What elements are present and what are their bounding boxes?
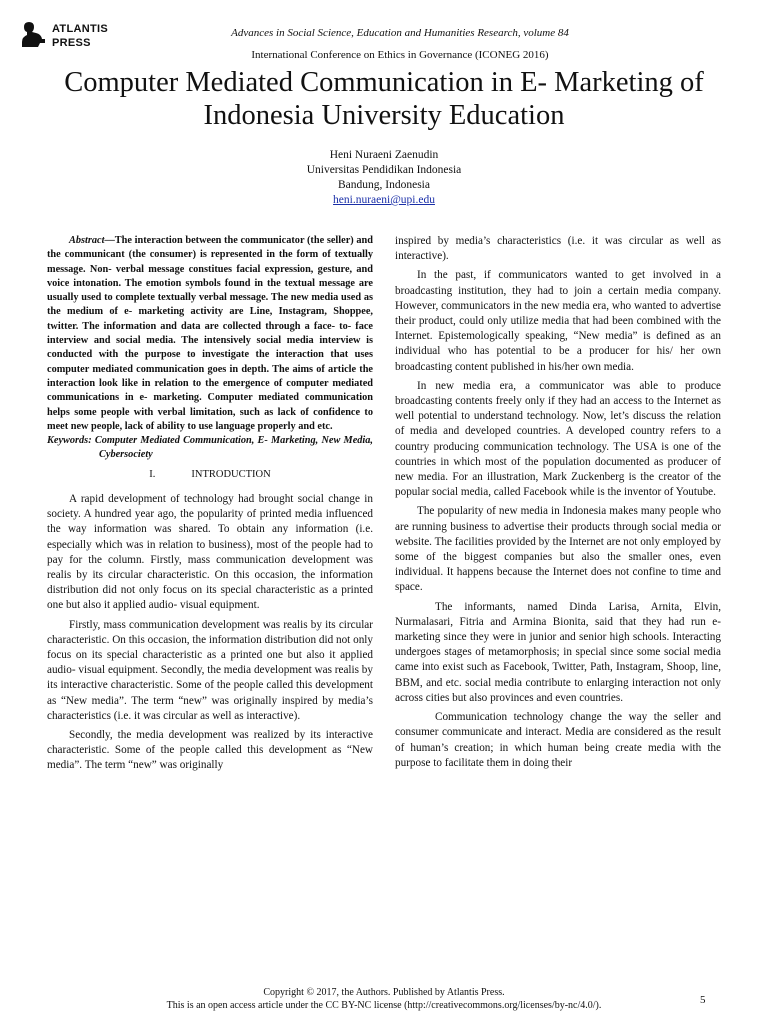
author-block <box>200 148 568 208</box>
right-column <box>395 234 721 775</box>
section-title: INTRODUCTION <box>191 468 271 480</box>
paper-title: Computer Mediated Communication in E- Marketing of Indonesia University Education <box>64 67 704 131</box>
footer-copyright: Copyright © 2017, the Authors. Published by Atlantis Press. <box>263 987 505 998</box>
body-paragraph: Communication technology change the way the seller and consumer communicate and interact. Media are considered as the result of human’s creation; in which human being create media with the purpose to facilitate them in doing their <box>395 711 721 769</box>
body-paragraph: A rapid development of technology had brought social change in society. A hundred year ago, the popularity of printed media influenced the way information was shared. To obtain any information (i.e. especially which was in relation to business), most of the people had to pay for the column. Firstly, mass communication development was realis by its circular characteristic. On this occasion, the information distribution did not only focus on its special characteristic as a printed one but also it applied audio- visual equipment. <box>47 492 373 612</box>
body-paragraph: In the past, if communicators wanted to get involved in a broadcasting institution, they had to join a certain media company. However, communicators in the new media era, who wanted to advertise their product, could only utilize media that had been combined with the Internet. Epistemologically speaking, “New media” is defined as an individual who has potential to be a producer for his/ her own broadcasting content published in his/her own media. <box>395 269 721 373</box>
body-paragraph: In new media era, a communicator was able to produce broadcasting contents freely only if they had an access to the Internet as well potential to understand technology. Now, let’s discuss the relation of media and developed countries. A developed country refers to a country producing communication technology. The USA is one of the countries in which most of the population documented as producer of new media. For an illustration, Mark Zuckenberg is the creator of the popular social media, called Facebook while is the inventor of Youtube. <box>395 379 721 499</box>
footer-license: This is an open access article under the CC BY-NC license (http://creativecommons.org/licenses/by-nc/4.0/). <box>166 1000 602 1011</box>
page-number: 5 <box>700 994 706 1006</box>
author-location: Bandung, Indonesia <box>338 179 430 191</box>
logo-line2: PRESS <box>52 37 91 49</box>
body-paragraph: Secondly, the media development was realized by its interactive characteristic. Some of the people called this development as “New media”. The term “new” was originally <box>47 729 373 772</box>
abstract-text: The interaction between the communicator (the seller) and the communicant (the consumer) is represented in the form of textually message. Non- verbal message constitues facial expression, gesture, and voice intonation. The emotion symbols found in the textual message are usually used to complete textually verbal message. The new media used as the medium of e- marketing activity are Line, Instagram, Shoppee, twitter. The information and data are collected through a face- to- face interview and social media. The intensively social media interview is conducted with the purpose to investigate the interaction that uses computer mediated communication goes in depth. The aims of article the interaction look like in relation to the emergence of computer mediated communications in e- marketing. Computer mediated communication helps some people with verbal limitation, such as lack of confidence to meet new people, lack of ability to use language properly and etc. <box>47 235 373 432</box>
keywords: Keywords: Computer Mediated Communication, E- Marketing, New Media, Cybersociety <box>47 435 373 461</box>
body-paragraph: The popularity of new media in Indonesia makes many people who are running business to advertise their products through social media or website. The facilities provided by the Internet are not only employed by some of the biggest companies but also the smaller ones, even individual. It happens because the Internet does not confine to time and space. <box>395 505 721 594</box>
author-affiliation: Universitas Pendidikan Indonesia <box>306 164 462 176</box>
body-paragraph: Firstly, mass communication development was realis by its circular characteristic. On this occasion, the information distribution did not only focus on its special characteristic as a printed one but also it applied audio- visual equipment. Secondly, the media development was realis by its interactive characteristic. Some of the people called this development as “New media”. The term “new” was originally inspired by media’s characteristics (i.e. it was circular as well as interactive). <box>47 618 373 722</box>
logo-line1: ATLANTIS <box>52 23 108 35</box>
body-paragraph: inspired by media’s characteristics (i.e. it was circular as well as interactive). <box>395 235 721 263</box>
running-header-conference: International Conference on Ethics in Governance (ICONEG 2016) <box>251 49 549 61</box>
running-header-series: Advances in Social Science, Education and Humanities Research, volume 84 <box>231 27 569 39</box>
author-name: Heni Nuraeni Zaenudin <box>329 149 439 161</box>
abstract-dash: — <box>104 235 115 246</box>
left-column <box>47 234 373 778</box>
author-email-link[interactable]: heni.nuraeni@upi.edu <box>333 194 435 206</box>
logo-wordmark <box>52 22 108 50</box>
abstract <box>47 234 373 434</box>
abstract-label: Abstract <box>69 235 105 246</box>
section-number: I. <box>149 468 156 480</box>
atlantis-press-logo <box>18 20 118 60</box>
thinker-logo-icon <box>18 20 50 48</box>
page-footer <box>60 986 708 1012</box>
section-heading <box>47 467 373 482</box>
body-paragraph: The informants, named Dinda Larisa, Arnita, Elvin, Nurmalasari, Fitria and Armina Bionita, said that they had run e-marketing since they were in junior and senior high schools. Interacting undergoes stages of metamorphosis; in special since some social media came into exist such as Facebook, Twitter, Path, Instagram, Shoop, line, BBM, and etc. social media contribute to enlarging interaction not only across cities but also provinces and even countries. <box>395 600 721 704</box>
